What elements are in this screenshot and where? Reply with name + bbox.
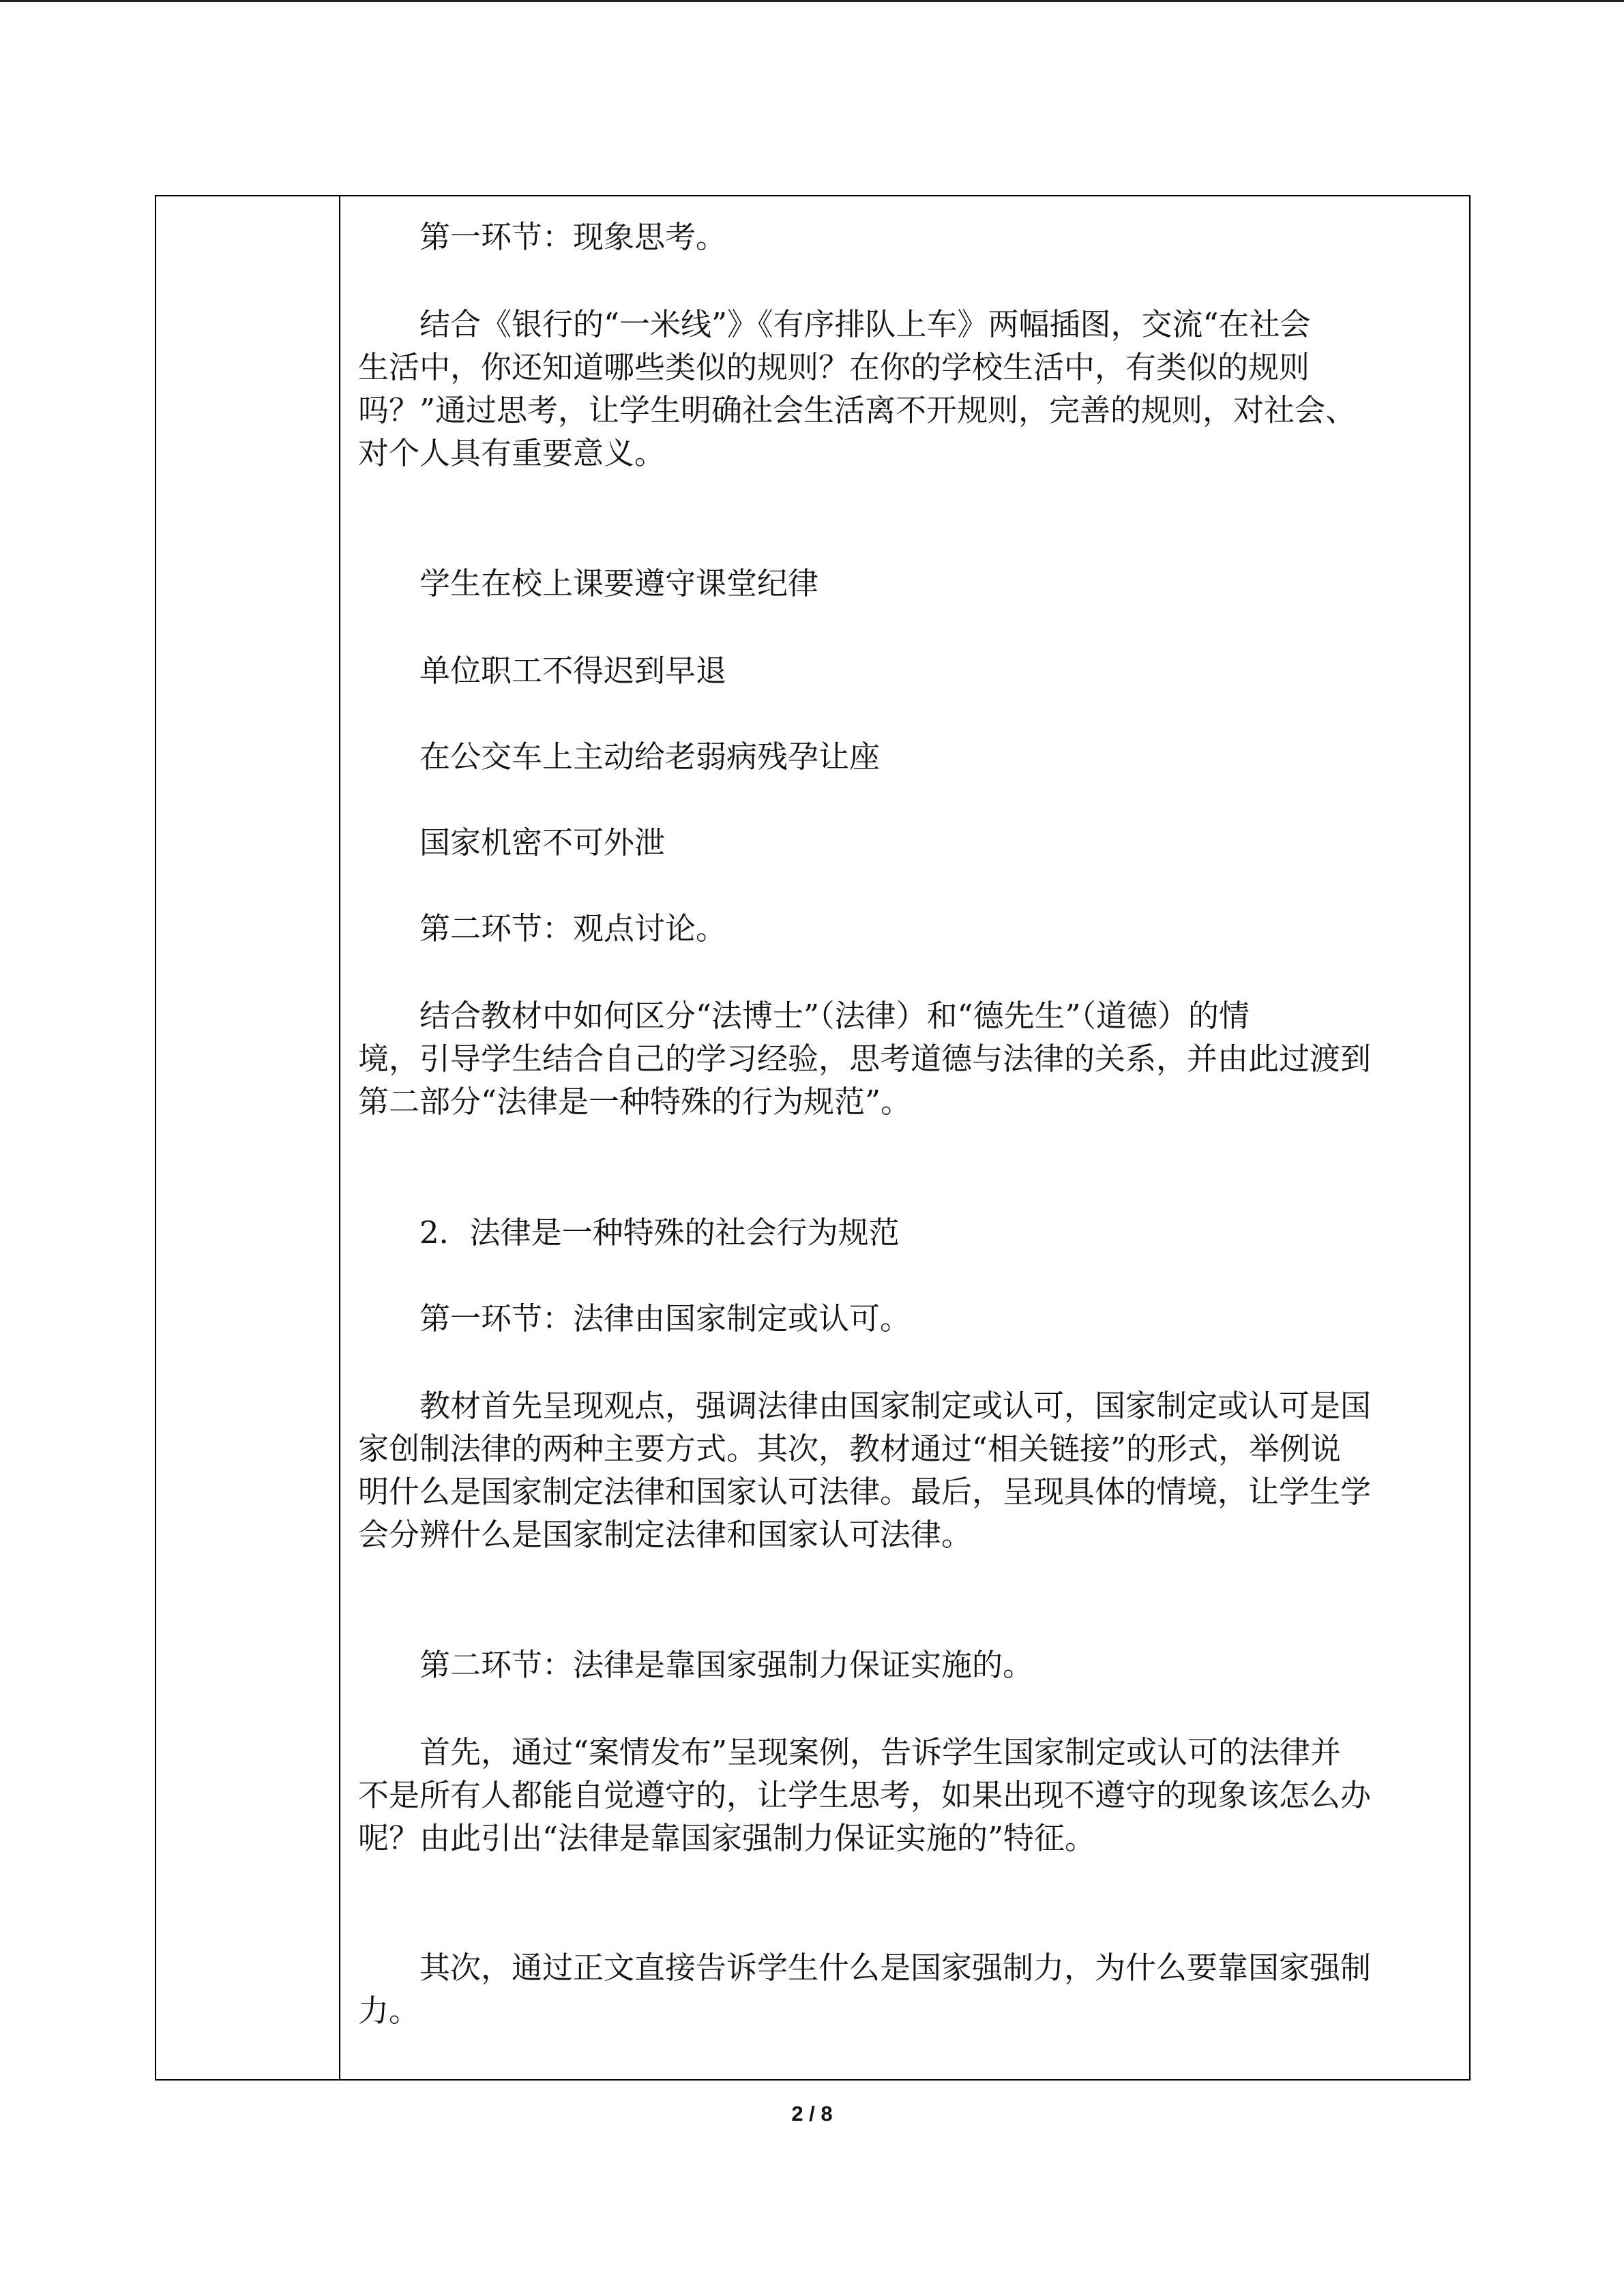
paragraph-enforcement-case: [358, 1731, 1449, 1860]
text-line: 国家机密不可外泄: [358, 824, 666, 861]
label-column-cell: [156, 196, 340, 2079]
text-line: 第二环节：观点讨论。: [358, 910, 727, 946]
paragraph-stage1-state-made: [358, 1297, 1449, 1340]
text-line: 生活中，你还知道哪些类似的规则？在你的学校生活中，有类似的规则: [358, 349, 1310, 385]
text-line: 第一环节：法律由国家制定或认可。: [358, 1300, 911, 1337]
page-number: 2 / 8: [791, 2102, 833, 2126]
section-heading-law-special-norm: [358, 1211, 1449, 1254]
text-line: 不是所有人都能自觉遵守的，让学生思考，如果出现不遵守的现象该怎么办: [358, 1777, 1372, 1813]
text-line: 结合《银行的“一米线”》《有序排队上车》两幅插图，交流“在社会: [358, 306, 1311, 342]
paragraph-stage2-description: [358, 994, 1449, 1123]
text-line: 会分辨什么是国家制定法律和国家认可法律。: [358, 1517, 973, 1553]
lesson-table: [155, 195, 1471, 2081]
text-line: 呢？由此引出“法律是靠国家强制力保证实施的”特征。: [358, 1820, 1096, 1856]
text-line: 力。: [358, 1993, 420, 2029]
paragraph-stage2-discussion: [358, 907, 1449, 950]
paragraph-enforcement-explanation: [358, 1946, 1449, 2032]
paragraph-stage1-phenomenon: [358, 215, 1449, 258]
text-line: 对个人具有重要意义。: [358, 435, 666, 471]
text-line: 2．法律是一种特殊的社会行为规范: [358, 1214, 900, 1251]
paragraph-state-made-description: [358, 1384, 1449, 1556]
paragraph-stage1-description: [358, 303, 1449, 475]
paragraph-example-secrets: [358, 821, 1449, 864]
text-line: 第一环节：现象思考。: [358, 219, 727, 255]
text-line: 家创制法律的两种主要方式。其次，教材通过“相关链接”的形式，举例说: [358, 1431, 1342, 1467]
text-line: 第二环节：法律是靠国家强制力保证实施的。: [358, 1647, 1034, 1683]
paragraph-example-classroom: [358, 562, 1449, 605]
text-line: 吗？”通过思考，让学生明确社会生活离不开规则，完善的规则，对社会、: [358, 392, 1357, 428]
text-line: 在公交车上主动给老弱病残孕让座: [358, 739, 881, 775]
top-border-line: [0, 0, 1624, 2]
text-line: 学生在校上课要遵守课堂纪律: [358, 565, 819, 601]
paragraph-example-workplace: [358, 649, 1449, 692]
text-line: 第二部分“法律是一种特殊的行为规范”。: [358, 1084, 912, 1120]
paragraph-example-bus: [358, 735, 1449, 778]
content-column-cell: [340, 196, 1469, 2079]
text-line: 境，引导学生结合自己的学习经验，思考道德与法律的关系，并由此过渡到: [358, 1041, 1372, 1077]
paragraph-stage2-enforcement: [358, 1643, 1449, 1686]
text-line: 教材首先呈现观点，强调法律由国家制定或认可，国家制定或认可是国: [358, 1388, 1372, 1424]
text-line: 结合教材中如何区分“法博士”（法律）和“德先生”（道德）的情: [358, 998, 1250, 1034]
text-line: 首先，通过“案情发布”呈现案例，告诉学生国家制定或认可的法律并: [358, 1734, 1342, 1770]
text-line: 单位职工不得迟到早退: [358, 653, 727, 689]
text-line: 其次，通过正文直接告诉学生什么是国家强制力，为什么要靠国家强制: [358, 1950, 1372, 1986]
text-line: 明什么是国家制定法律和国家认可法律。最后，呈现具体的情境，让学生学: [358, 1474, 1372, 1510]
